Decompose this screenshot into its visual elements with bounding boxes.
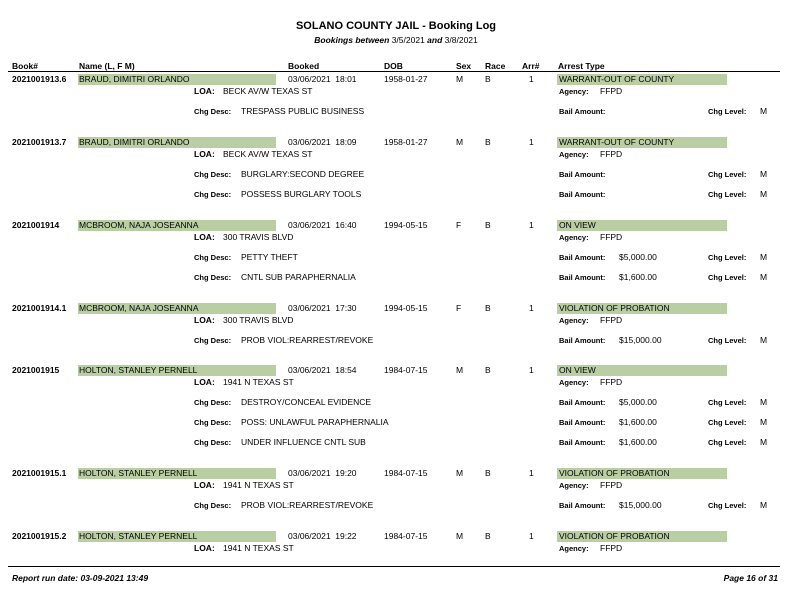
chg-desc-label: Chg Desc: (194, 107, 232, 116)
book-number: 2021001914.1 (12, 303, 67, 313)
race: B (485, 303, 491, 313)
inmate-name: BRAUD, DIMITRI ORLANDO (78, 74, 276, 85)
chg-level-value: M (760, 169, 768, 179)
loa-value: 1941 N TEXAS ST (223, 480, 294, 490)
book-number: 2021001913.7 (12, 137, 67, 147)
chg-level-value: M (760, 417, 768, 427)
arrest-type: VIOLATION OF PROBATION (557, 468, 727, 479)
report-subtitle (0, 35, 792, 45)
chg-level-label: Chg Level: (708, 418, 747, 427)
bail-amount-label: Bail Amount: (559, 107, 606, 116)
booked-datetime: 03/06/2021 18:01 (288, 74, 357, 84)
chg-level-label: Chg Level: (708, 273, 747, 282)
chg-level-label: Chg Level: (708, 438, 747, 447)
chg-level-label: Chg Level: (708, 398, 747, 407)
loa-value: 300 TRAVIS BLVD (223, 232, 294, 242)
chg-desc-label: Chg Desc: (194, 438, 232, 447)
chg-level-label: Chg Level: (708, 107, 747, 116)
loa-value: BECK AV/W TEXAS ST (223, 86, 313, 96)
agency-label: Agency: (559, 544, 589, 553)
footer-rule (8, 566, 780, 567)
booked-datetime: 03/06/2021 19:20 (288, 468, 357, 478)
dob: 1994-05-15 (384, 220, 428, 230)
chg-desc-label: Chg Desc: (194, 253, 232, 262)
report-title: SOLANO COUNTY JAIL - Booking Log (295, 20, 497, 32)
chg-desc-value: PROB VIOL:REARREST/REVOKE (241, 500, 374, 510)
arrest-type: VIOLATION OF PROBATION (557, 303, 727, 314)
chg-desc-label: Chg Desc: (194, 418, 232, 427)
loa-label: LOA: (194, 86, 215, 96)
race: B (485, 468, 491, 478)
arrest-number: 1 (529, 220, 534, 230)
book-number: 2021001915.2 (12, 531, 67, 541)
inmate-name: MCBROOM, NAJA JOSEANNA (78, 303, 276, 314)
loa-label: LOA: (194, 149, 215, 159)
bail-amount-value: $15,000.00 (619, 500, 662, 510)
bail-amount-label: Bail Amount: (559, 190, 606, 199)
book-number: 2021001913.6 (12, 74, 67, 84)
chg-level-value: M (760, 437, 768, 447)
col-book: Book# (12, 61, 38, 71)
race: B (485, 220, 491, 230)
dob: 1984-07-15 (384, 468, 428, 478)
agency-label: Agency: (559, 150, 589, 159)
sex: M (456, 137, 464, 147)
sex: M (456, 74, 464, 84)
dob: 1958-01-27 (384, 74, 428, 84)
booked-datetime: 03/06/2021 18:09 (288, 137, 357, 147)
chg-desc-value: POSSESS BURGLARY TOOLS (241, 189, 362, 199)
booked-datetime: 03/06/2021 19:22 (288, 531, 357, 541)
agency-label: Agency: (559, 481, 589, 490)
dob: 1984-07-15 (384, 365, 428, 375)
dob: 1984-07-15 (384, 531, 428, 541)
chg-level-label: Chg Level: (708, 501, 747, 510)
chg-level-label: Chg Level: (708, 170, 747, 179)
chg-desc-label: Chg Desc: (194, 190, 232, 199)
chg-level-value: M (760, 106, 768, 116)
inmate-name: MCBROOM, NAJA JOSEANNA (78, 220, 276, 231)
date-to: 3/8/2021 (444, 35, 478, 45)
sex: M (456, 531, 464, 541)
agency-value: FFPD (600, 86, 623, 96)
col-dob: DOB (384, 61, 403, 71)
col-booked: Booked (288, 61, 320, 71)
bail-amount-value: $1,600.00 (619, 417, 657, 427)
subtitle-prefix: Bookings between (314, 35, 390, 45)
loa-label: LOA: (194, 315, 215, 325)
bail-amount-label: Bail Amount: (559, 398, 606, 407)
loa-label: LOA: (194, 480, 215, 490)
arrest-type: WARRANT-OUT OF COUNTY (557, 74, 727, 85)
race: B (485, 365, 491, 375)
chg-desc-label: Chg Desc: (194, 501, 232, 510)
dob: 1994-05-15 (384, 303, 428, 313)
race: B (485, 531, 491, 541)
chg-desc-label: Chg Desc: (194, 273, 232, 282)
chg-desc-value: DESTROY/CONCEAL EVIDENCE (241, 397, 372, 407)
bail-amount-label: Bail Amount: (559, 336, 606, 345)
chg-desc-label: Chg Desc: (194, 170, 232, 179)
col-race: Race (485, 61, 506, 71)
bail-amount-label: Bail Amount: (559, 501, 606, 510)
inmate-name: HOLTON, STANLEY PERNELL (78, 531, 276, 542)
arrest-number: 1 (529, 468, 534, 478)
col-arrest-type: Arrest Type (558, 61, 605, 71)
loa-value: BECK AV/W TEXAS ST (223, 149, 313, 159)
booked-datetime: 03/06/2021 17:30 (288, 303, 357, 313)
col-arr: Arr# (522, 61, 540, 71)
chg-desc-value: PETTY THEFT (241, 252, 298, 262)
bail-amount-label: Bail Amount: (559, 438, 606, 447)
chg-level-label: Chg Level: (708, 190, 747, 199)
chg-level-label: Chg Level: (708, 336, 747, 345)
booked-datetime: 03/06/2021 18:54 (288, 365, 357, 375)
bail-amount-value: $1,600.00 (619, 437, 657, 447)
agency-value: FFPD (600, 149, 623, 159)
col-name: Name (L, F M) (79, 61, 135, 71)
dob: 1958-01-27 (384, 137, 428, 147)
chg-level-label: Chg Level: (708, 253, 747, 262)
chg-desc-value: CNTL SUB PARAPHERNALIA (241, 272, 356, 282)
chg-level-value: M (760, 272, 768, 282)
bail-amount-value: $15,000.00 (619, 335, 662, 345)
bail-amount-label: Bail Amount: (559, 170, 606, 179)
agency-value: FFPD (600, 543, 623, 553)
arrest-number: 1 (529, 365, 534, 375)
loa-label: LOA: (194, 543, 215, 553)
chg-level-value: M (760, 397, 768, 407)
bail-amount-value: $1,600.00 (619, 272, 657, 282)
date-from: 3/5/2021 (391, 35, 425, 45)
agency-value: FFPD (600, 315, 623, 325)
chg-desc-label: Chg Desc: (194, 336, 232, 345)
loa-label: LOA: (194, 232, 215, 242)
book-number: 2021001915 (12, 365, 60, 375)
bail-amount-value: $5,000.00 (619, 252, 657, 262)
agency-label: Agency: (559, 233, 589, 242)
page-number: Page 16 of 31 (723, 573, 778, 583)
chg-desc-value: PROB VIOL:REARREST/REVOKE (241, 335, 374, 345)
agency-label: Agency: (559, 87, 589, 96)
loa-value: 300 TRAVIS BLVD (223, 315, 294, 325)
inmate-name: HOLTON, STANLEY PERNELL (78, 365, 276, 376)
chg-level-value: M (760, 335, 768, 345)
arrest-number: 1 (529, 74, 534, 84)
chg-desc-value: POSS: UNLAWFUL PARAPHERNALIA (241, 417, 389, 427)
chg-level-value: M (760, 500, 768, 510)
bail-amount-value: $5,000.00 (619, 397, 657, 407)
arrest-type: ON VIEW (557, 365, 727, 376)
sex: M (456, 365, 464, 375)
report-run-date: Report run date: 03-09-2021 13:49 (12, 573, 149, 583)
col-sex: Sex (456, 61, 472, 71)
loa-value: 1941 N TEXAS ST (223, 543, 294, 553)
arrest-type: ON VIEW (557, 220, 727, 231)
arrest-type: VIOLATION OF PROBATION (557, 531, 727, 542)
arrest-type: WARRANT-OUT OF COUNTY (557, 137, 727, 148)
agency-value: FFPD (600, 232, 623, 242)
inmate-name: HOLTON, STANLEY PERNELL (78, 468, 276, 479)
book-number: 2021001914 (12, 220, 60, 230)
subtitle-and: and (427, 35, 443, 45)
loa-label: LOA: (194, 377, 215, 387)
chg-desc-label: Chg Desc: (194, 398, 232, 407)
sex: F (456, 303, 462, 313)
arrest-number: 1 (529, 531, 534, 541)
agency-value: FFPD (600, 377, 623, 387)
chg-desc-value: UNDER INFLUENCE CNTL SUB (241, 437, 366, 447)
booked-datetime: 03/06/2021 16:40 (288, 220, 357, 230)
agency-label: Agency: (559, 316, 589, 325)
bail-amount-label: Bail Amount: (559, 273, 606, 282)
arrest-number: 1 (529, 137, 534, 147)
chg-desc-value: TRESPASS PUBLIC BUSINESS (241, 106, 365, 116)
sex: F (456, 220, 462, 230)
header-rule (8, 71, 780, 72)
chg-level-value: M (760, 189, 768, 199)
chg-desc-value: BURGLARY:SECOND DEGREE (241, 169, 365, 179)
inmate-name: BRAUD, DIMITRI ORLANDO (78, 137, 276, 148)
agency-value: FFPD (600, 480, 623, 490)
chg-level-value: M (760, 252, 768, 262)
bail-amount-label: Bail Amount: (559, 253, 606, 262)
race: B (485, 74, 491, 84)
agency-label: Agency: (559, 378, 589, 387)
sex: M (456, 468, 464, 478)
loa-value: 1941 N TEXAS ST (223, 377, 294, 387)
book-number: 2021001915.1 (12, 468, 67, 478)
bail-amount-label: Bail Amount: (559, 418, 606, 427)
race: B (485, 137, 491, 147)
arrest-number: 1 (529, 303, 534, 313)
